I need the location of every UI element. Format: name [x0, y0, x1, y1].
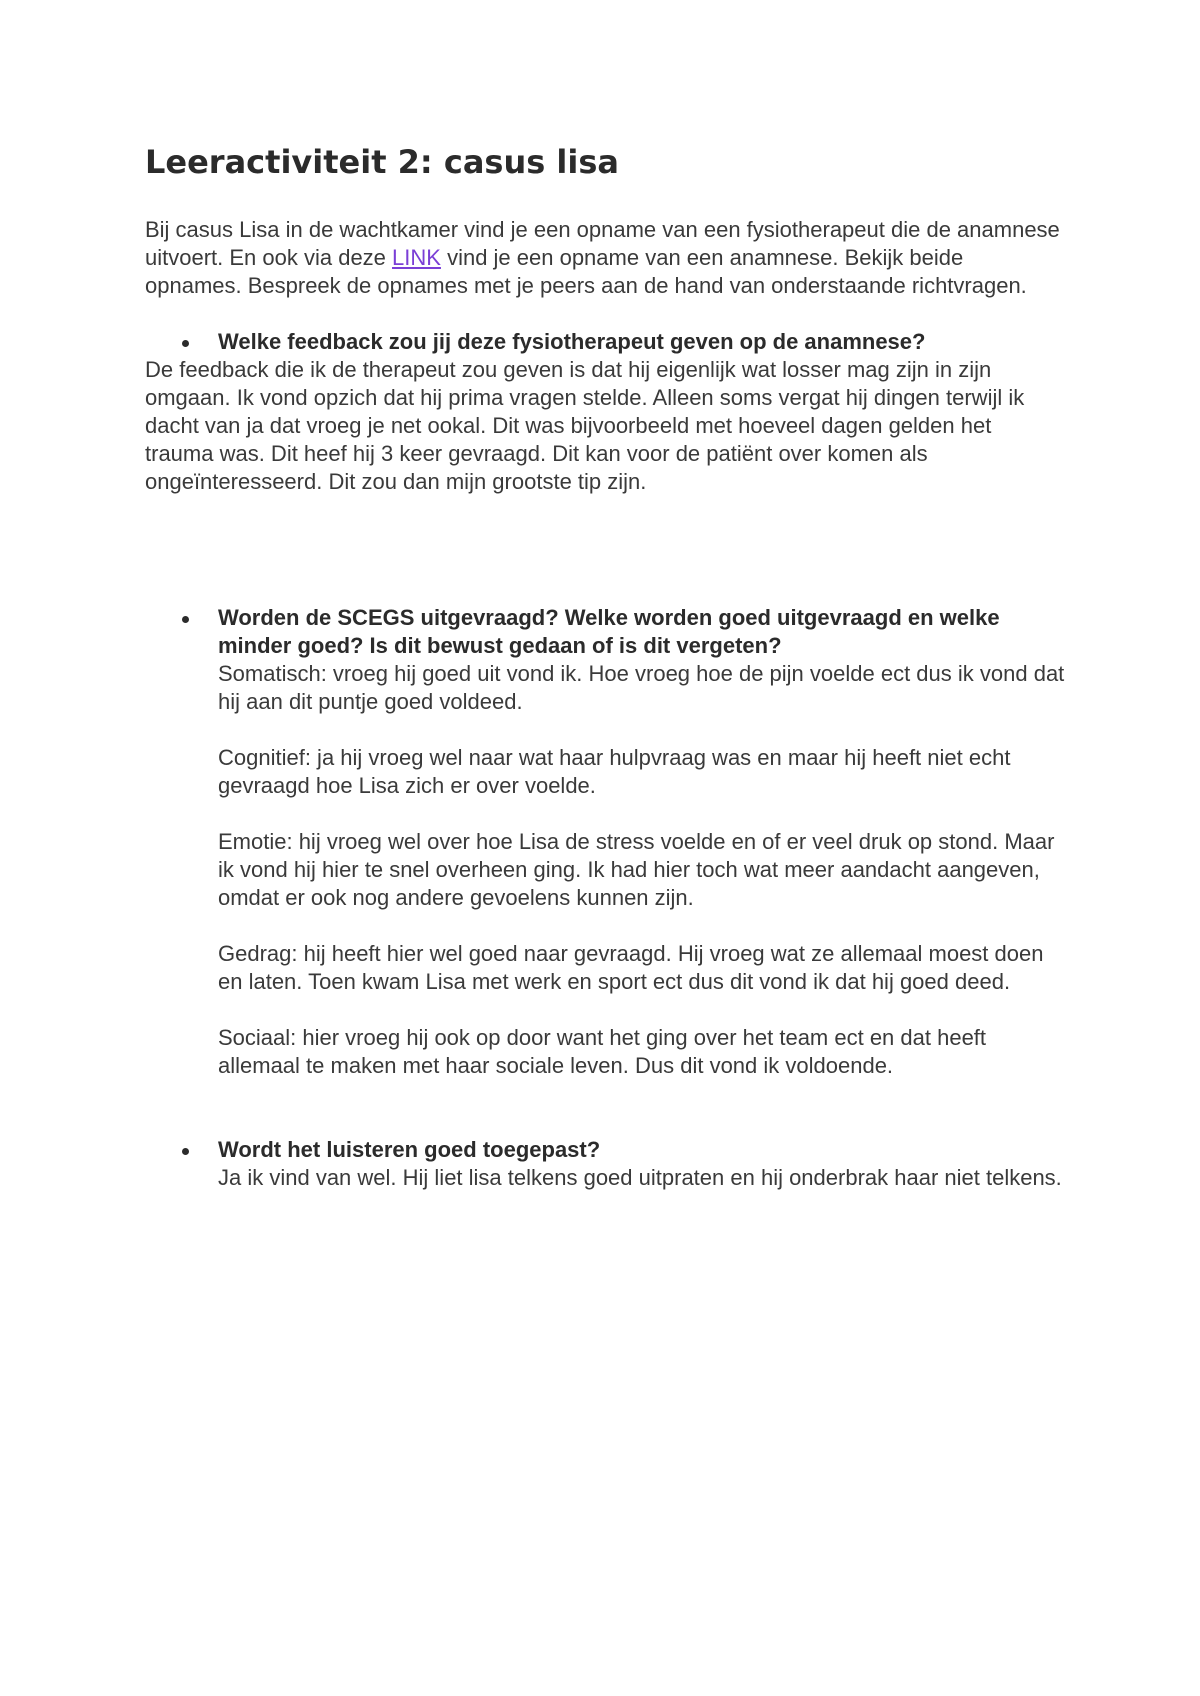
document-page: [145, 138, 1065, 1192]
intro-text-after-link: vind je een opname van een anamnese. Bekijk beide opnames. Bespreek de opnames met je peers aan de hand van onderstaande richtvragen.: [145, 245, 1027, 298]
answer-text: Ja ik vind van wel. Hij liet lisa telkens goed uitpraten en hij onderbrak haar niet telkens.: [218, 1165, 1062, 1190]
question-text: Welke feedback zou jij deze fysiotherapeut geven op de anamnese?: [218, 329, 926, 354]
answer-gedrag: Gedrag: hij heeft hier wel goed naar gevraagd. Hij vroeg wat ze allemaal moest doen en laten. Toen kwam Lisa met werk en sport ect dus dit vond ik dat hij goed deed.: [218, 941, 1044, 994]
answer-text: De feedback die ik de therapeut zou geven is dat hij eigenlijk wat losser mag zijn in zijn omgaan. Ik vond opzich dat hij prima vragen stelde. Alleen soms vergat hij dingen terwijl ik dacht van ja dat vroeg je net ookal. Dit was bijvoorbeeld met hoeveel dagen gelden het trauma was. Dit heef hij 3 keer gevraagd. Dit kan voor de patiënt over komen als ongeïnteresseerd. Dit zou dan mijn grootste tip zijn.: [145, 357, 1025, 494]
recording-link[interactable]: LINK: [392, 245, 441, 270]
bullet-icon: [182, 340, 189, 347]
question-item-luisteren: [145, 1136, 1065, 1192]
answer-emotie: Emotie: hij vroeg wel over hoe Lisa de stress voelde en of er veel druk op stond. Maar ik vond hij hier te snel overheen ging. Ik had hier toch wat meer aandacht aangeven, omdat er ook nog andere gevoelens kunnen zijn.: [218, 829, 1055, 910]
document-title: Leeractiviteit 2: casus lisa: [145, 143, 619, 181]
bullet-icon: [182, 1148, 189, 1155]
answer-sociaal: Sociaal: hier vroeg hij ook op door want het ging over het team ect en dat heeft allemaal te maken met haar sociale leven. Dus dit vond ik voldoende.: [218, 1025, 987, 1078]
intro-paragraph: [145, 216, 1065, 300]
question-text: Worden de SCEGS uitgevraagd? Welke worden goed uitgevraagd en welke minder goed? Is dit bewust gedaan of is dit vergeten?: [218, 605, 1000, 658]
bullet-icon: [182, 616, 189, 623]
question-item-scegs: [145, 604, 1065, 1080]
answer-somatisch: Somatisch: vroeg hij goed uit vond ik. Hoe vroeg hoe de pijn voelde ect dus ik vond dat hij aan dit puntje goed voldeed.: [218, 661, 1065, 714]
answer-cognitief: Cognitief: ja hij vroeg wel naar wat haar hulpvraag was en maar hij heeft niet echt gevraagd hoe Lisa zich er over voelde.: [218, 745, 1011, 798]
intro-text-before-link: Bij casus Lisa in de wachtkamer vind je een opname van een fysiotherapeut die de anamnese uitvoert. En ook via deze: [145, 217, 1060, 270]
question-text: Wordt het luisteren goed toegepast?: [218, 1137, 601, 1162]
question-item-feedback: [145, 328, 1065, 496]
